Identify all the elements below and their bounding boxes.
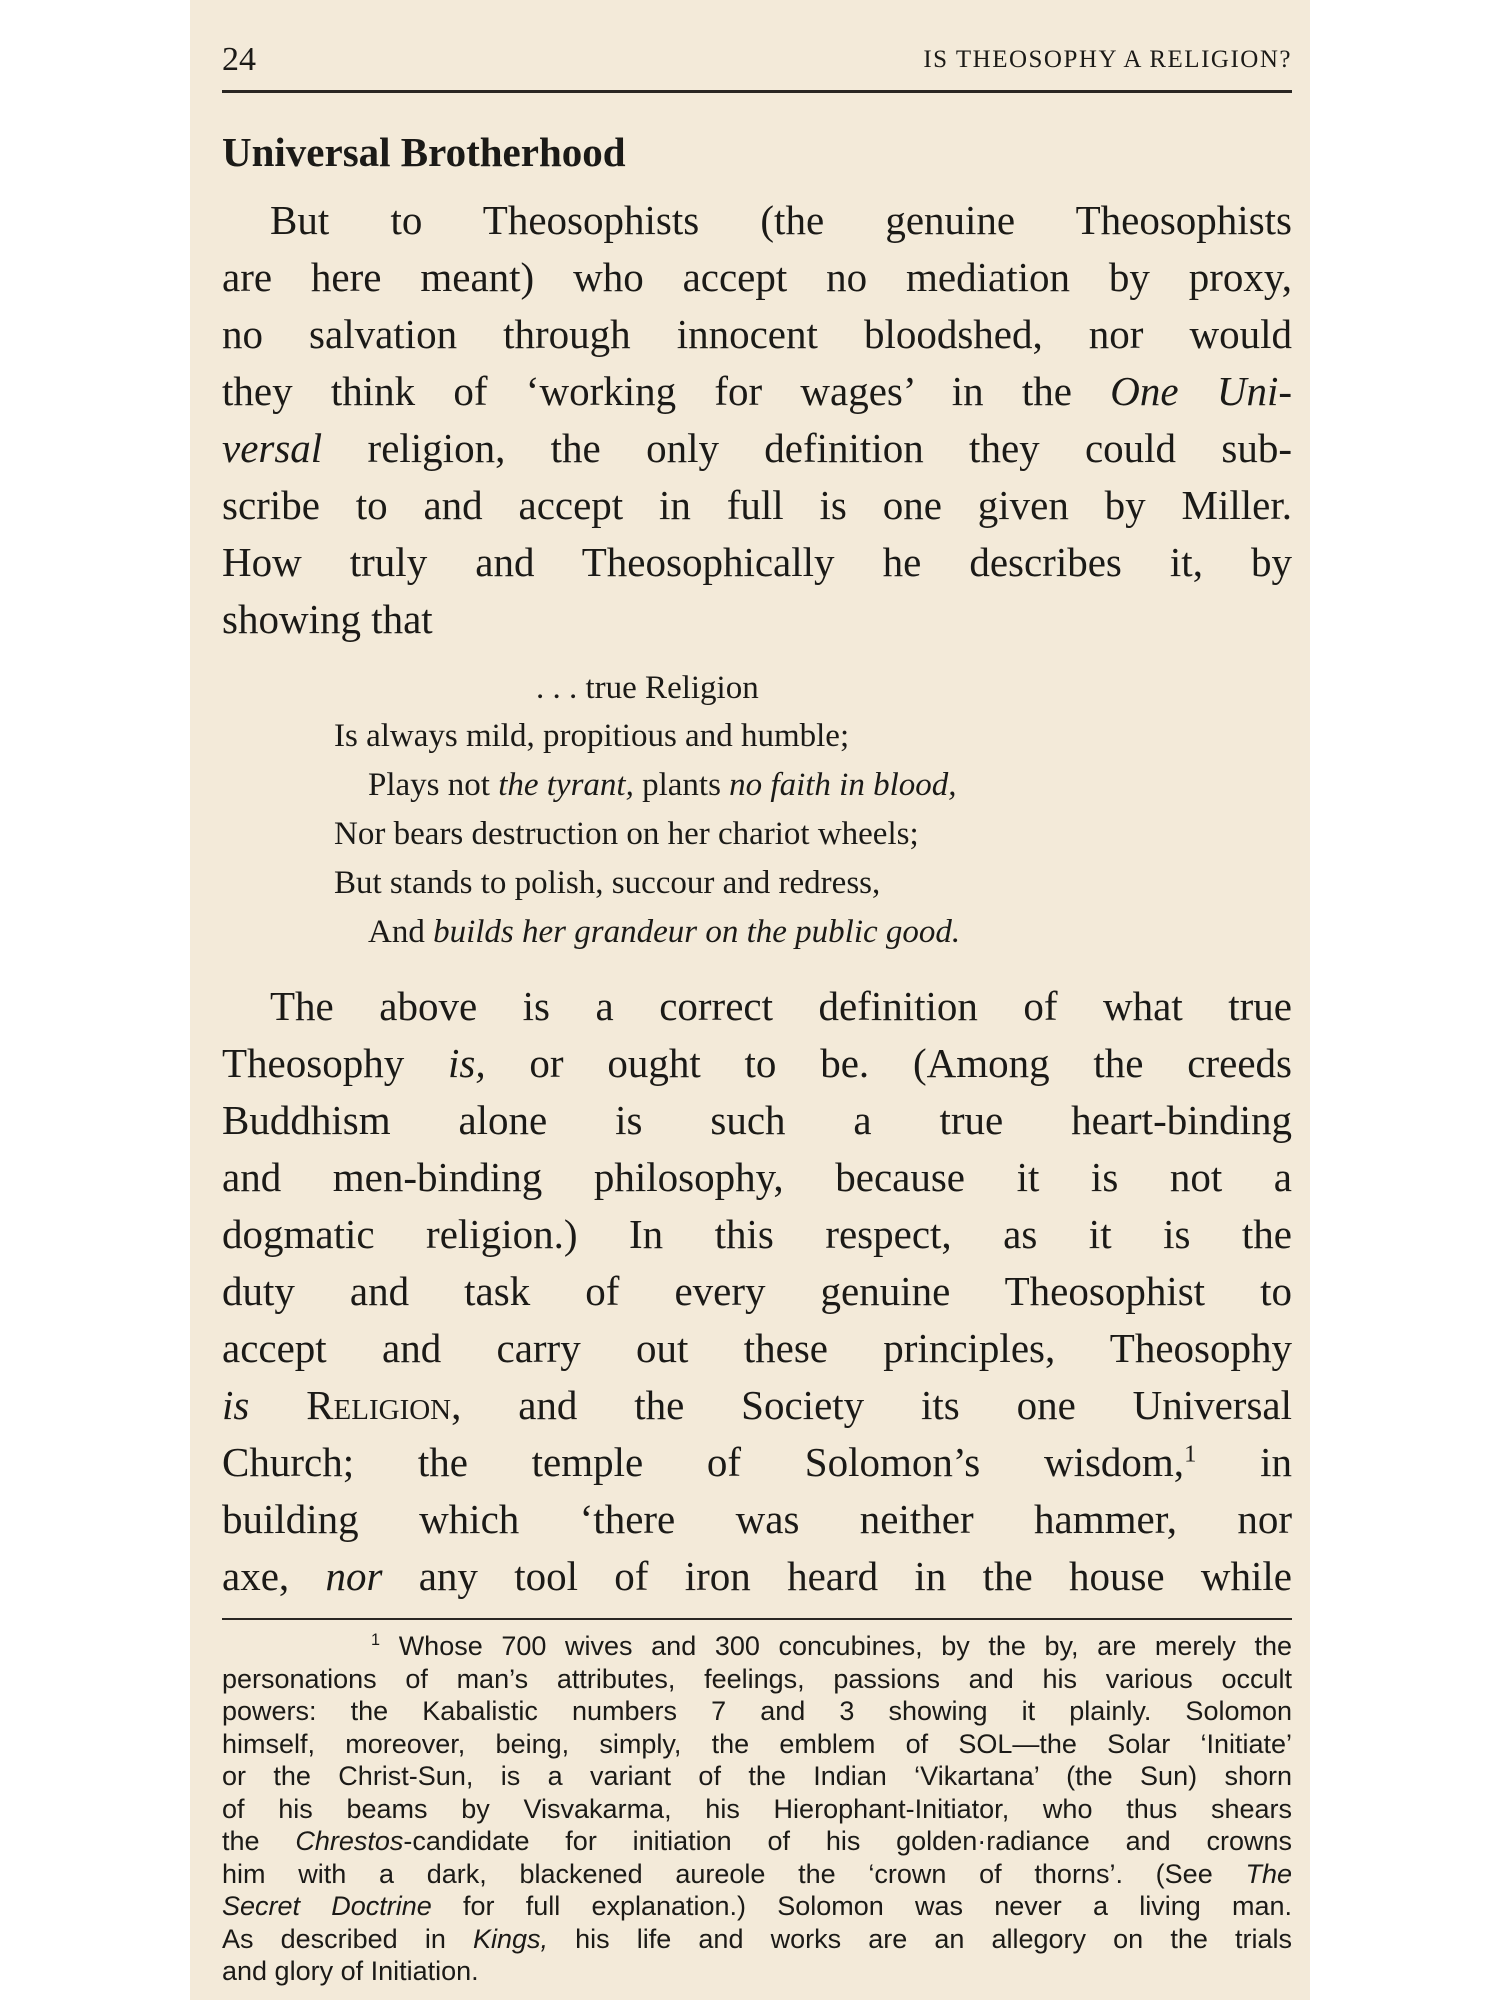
italic-text: is	[222, 1382, 250, 1428]
italic-text: is,	[448, 1040, 486, 1086]
poem-line	[368, 767, 957, 804]
text-line: dogmatic religion.) In this respect, as it is the	[222, 1211, 1292, 1257]
text-span: -candidate for initiation of his golden·radiance and crowns	[403, 1826, 1292, 1856]
running-title: IS THEOSOPHY A RELIGION?	[923, 46, 1292, 73]
footnote-line: or the Christ-Sun, is a variant of the Indian ‘Vikartana’ (the Sun) shorn	[222, 1761, 1292, 1791]
text-span: his life and works are an allegory on the trials	[575, 1923, 1292, 1954]
italic-text: nor	[325, 1553, 383, 1599]
page-number: 24	[222, 41, 256, 78]
text-line	[222, 1377, 1292, 1434]
text-span: they think of ‘working for wages’ in the	[222, 368, 1072, 414]
footnote	[222, 1630, 1292, 1988]
text-span: for full explanation.) Solomon was never a living man.	[463, 1891, 1292, 1921]
poem-line: But stands to polish, succour and redress,	[334, 865, 881, 901]
text-line	[222, 1035, 1292, 1092]
paragraph-1	[222, 192, 1292, 648]
text-span: in	[1196, 1439, 1292, 1485]
text-line	[222, 1548, 1292, 1605]
text-span: religion, the only definition they could sub-	[367, 425, 1292, 471]
text-span: axe,	[222, 1553, 290, 1599]
footnote-divider	[222, 1618, 1292, 1620]
text-line: How truly and Theosophically he describes it, by	[222, 539, 1292, 585]
text-line: and men-binding philosophy, because it is not a	[222, 1154, 1292, 1200]
poem-line: Nor bears destruction on her chariot wheels;	[334, 816, 919, 852]
text-span: him with a dark, blackened aureole the ‘crown of thorns’. (See	[222, 1858, 1213, 1889]
footnote-line: and glory of Initiation.	[222, 1956, 479, 1986]
footnote-line: powers: the Kabalistic numbers 7 and 3 showing it plainly. Solomon	[222, 1696, 1292, 1726]
footnote-reference: 1	[1184, 1440, 1197, 1468]
footnote-marker: 1	[371, 1631, 381, 1649]
section-heading: Universal Brotherhood	[222, 129, 626, 175]
text-span: and the Society its one Universal	[518, 1382, 1293, 1428]
poem-line	[368, 914, 960, 951]
text-span: And	[368, 914, 425, 950]
poem-line: . . . true Religion	[536, 670, 759, 706]
text-span: Church; the temple of Solomon’s wisdom,	[222, 1439, 1185, 1485]
italic-text: builds her grandeur on the public good.	[433, 914, 961, 950]
text-span: or ought to be. (Among the creeds	[529, 1040, 1293, 1086]
text-span: the	[222, 1826, 260, 1856]
text-span: any tool of iron heard in the house while	[418, 1553, 1293, 1599]
italic-text: Secret Doctrine	[222, 1891, 432, 1921]
text-line: showing that	[222, 596, 433, 642]
text-line: duty and task of every genuine Theosophist to	[222, 1268, 1292, 1314]
text-line: Buddhism alone is such a true heart-binding	[222, 1097, 1292, 1143]
italic-text: Chrestos	[295, 1826, 404, 1856]
text-line: The above is a correct definition of what true	[270, 983, 1292, 1029]
book-page	[190, 0, 1310, 2000]
text-line	[222, 420, 1292, 477]
footnote-line	[222, 1630, 1292, 1663]
footnote-line: of his beams by Visvakarma, his Hierophant-Initiator, who thus shears	[222, 1793, 1292, 1824]
italic-text: versal	[222, 425, 323, 471]
page-header	[222, 40, 1292, 93]
text-span: Theosophy	[222, 1040, 405, 1086]
italic-text: the tyrant,	[498, 767, 634, 803]
italic-text: One Uni-	[1110, 368, 1292, 414]
poem-line: Is always mild, propitious and humble;	[334, 718, 850, 754]
italic-text: no faith in blood,	[729, 767, 957, 803]
text-line: But to Theosophists (the genuine Theosophists	[270, 197, 1292, 243]
paragraph-2	[222, 978, 1292, 1605]
footnote-line	[222, 1858, 1292, 1891]
text-line: scribe to and accept in full is one given by Miller.	[222, 482, 1292, 528]
italic-text: Kings,	[472, 1923, 549, 1954]
footnote-line	[222, 1890, 1292, 1923]
text-line	[222, 363, 1292, 420]
italic-text: The	[1245, 1858, 1292, 1889]
footnote-line	[222, 1825, 1292, 1858]
text-line	[222, 1434, 1292, 1491]
text-span: Plays not	[368, 767, 490, 803]
text-line: no salvation through innocent bloodshed, nor would	[222, 311, 1292, 357]
smallcaps-text: Religion,	[306, 1382, 462, 1428]
text-span: As described in	[222, 1923, 446, 1954]
footnote-line: himself, moreover, being, simply, the emblem of SOL—the Solar ‘Initiate’	[222, 1728, 1292, 1759]
footnote-line: personations of man’s attributes, feelings, passions and his various occult	[222, 1663, 1292, 1694]
text-span: Whose 700 wives and 300 concubines, by the by, are merely the	[398, 1631, 1293, 1661]
text-span: plants	[642, 767, 721, 803]
text-line: accept and carry out these principles, Theosophy	[222, 1325, 1292, 1371]
text-line: are here meant) who accept no mediation by proxy,	[222, 254, 1292, 300]
footnote-line	[222, 1923, 1292, 1956]
text-line: building which ‘there was neither hammer, nor	[222, 1496, 1292, 1542]
